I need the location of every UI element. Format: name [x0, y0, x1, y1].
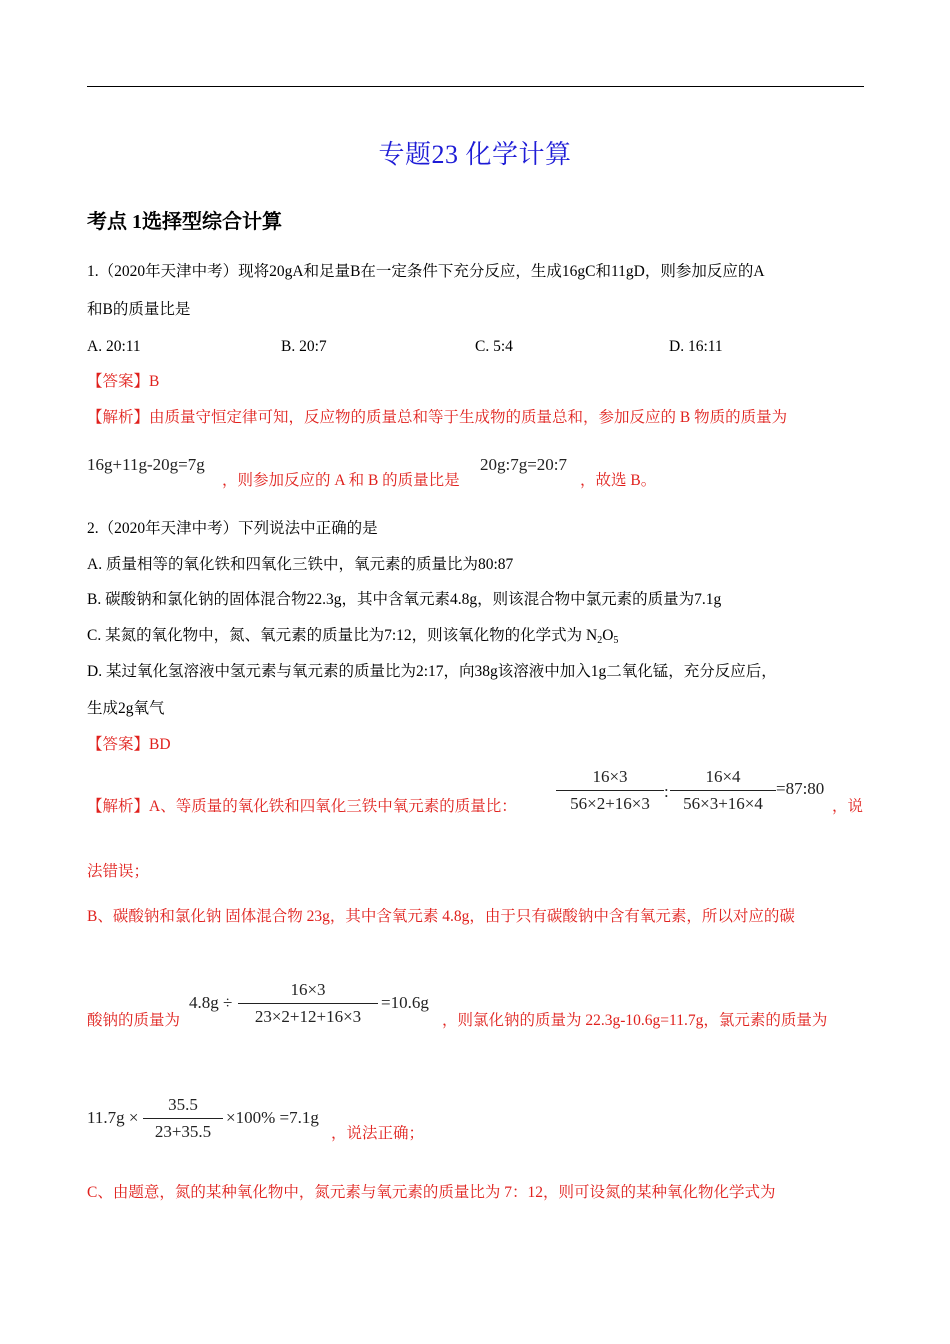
q2-option-b: B. 碳酸钠和氯化钠的固体混合物22.3g，其中含氧元素4.8g，则该混合物中氯元素的质量为7.1g	[87, 591, 722, 608]
q2-analysis-b-prefix: 酸钠的质量为	[87, 1012, 181, 1029]
q1-stem-line1: 1.（2020年天津中考）现将20gA和足量B在一定条件下充分反应，生成16gC和11gD，则参加反应的A	[87, 263, 765, 280]
q2-analysis-c-line: C、由题意，氮的某种氧化物中，氮元素与氧元素的质量比为 7：12，则可设氮的某种氧化物化学式为	[87, 1184, 776, 1201]
q2-analysis-cl-suffix: ，说法正确；	[331, 1125, 425, 1142]
ratio-colon: :	[664, 782, 669, 801]
ratio-result: =87:80	[776, 779, 825, 798]
fraction-fe2o3-oxygen: $\frac{16\times 3}{56\times 2+16\times 3}$	[556, 767, 664, 814]
q2-answer: 【答案】BD	[87, 736, 171, 753]
q1-formula-mass-b: 16g+11g-20g=7g	[87, 455, 205, 474]
formula-chlorine-result: ×100% =7.1g	[226, 1108, 319, 1127]
q2-option-a: A. 质量相等的氧化铁和四氧化三铁中，氧元素的质量比为80:87	[87, 556, 514, 573]
q1-option-a: A. 20:11	[87, 338, 141, 355]
page-title: 专题23 化学计算	[378, 140, 572, 169]
formula-chlorine-lead: 11.7g ×	[87, 1108, 139, 1127]
q1-answer: 【答案】B	[87, 373, 160, 390]
q2-analysis-a: 【解析】A、等质量的氧化铁和四氧化三铁中氧元素的质量比：	[87, 798, 517, 815]
header-rule	[87, 86, 864, 87]
q1-analysis-mid: ，则参加反应的 A 和 B 的质量比是	[222, 472, 460, 489]
formula-oxygen-mass: 4.8g ÷	[189, 993, 233, 1012]
q1-option-c: C. 5:4	[475, 338, 513, 355]
q2-analysis-a-suffix: ，说	[832, 798, 864, 815]
q2-option-d-line1: D. 某过氧化氢溶液中氢元素与氧元素的质量比为2:17，向38g该溶液中加入1g二氧化锰，充分反应后，	[87, 663, 777, 680]
fraction-fe3o4-oxygen: $\frac{16\times 4}{56\times 3+16\times 4}$	[670, 767, 776, 814]
q2-analysis-a-line2: 法错误；	[87, 863, 150, 880]
q2-stem: 2.（2020年天津中考）下列说法中正确的是	[87, 520, 378, 537]
fraction-nacl-chlorine: $\frac{35.5}{23+35.5}$	[143, 1095, 223, 1142]
q2-analysis-b-line1: B、碳酸钠和氯化钠 固体混合物 23g，其中含氧元素 4.8g，由于只有碳酸钠中含有氧元素，所以对应的碳	[87, 908, 795, 925]
q2-analysis-b-suffix: ，则氯化钠的质量为 22.3g-10.6g=11.7g，氯元素的质量为	[442, 1012, 828, 1029]
section-heading: 考点 1选择型综合计算	[87, 211, 282, 233]
q2-option-d-line2: 生成2g氧气	[87, 700, 165, 717]
q1-formula-ratio: 20g:7g=20:7	[480, 455, 568, 474]
formula-na2co3-result: =10.6g	[381, 993, 429, 1012]
q1-option-b: B. 20:7	[281, 338, 327, 355]
q1-analysis-line1: 【解析】由质量守恒定律可知，反应物的质量总和等于生成物的质量总和，参加反应的 B 物质的质量为	[87, 409, 788, 426]
q2-option-c: C. 某氮的氧化物中，氮、氧元素的质量比为7:12，则该氧化物的化学式为 $N_2O_5$	[87, 627, 619, 646]
fraction-na2co3-oxygen: $\frac{16\times 3}{23\times 2+12+16\times 3}$	[238, 980, 378, 1027]
q1-option-d: D. 16:11	[669, 338, 723, 355]
q1-analysis-end: ，故选 B。	[580, 472, 657, 489]
q1-stem-line2: 和B的质量比是	[87, 301, 191, 318]
